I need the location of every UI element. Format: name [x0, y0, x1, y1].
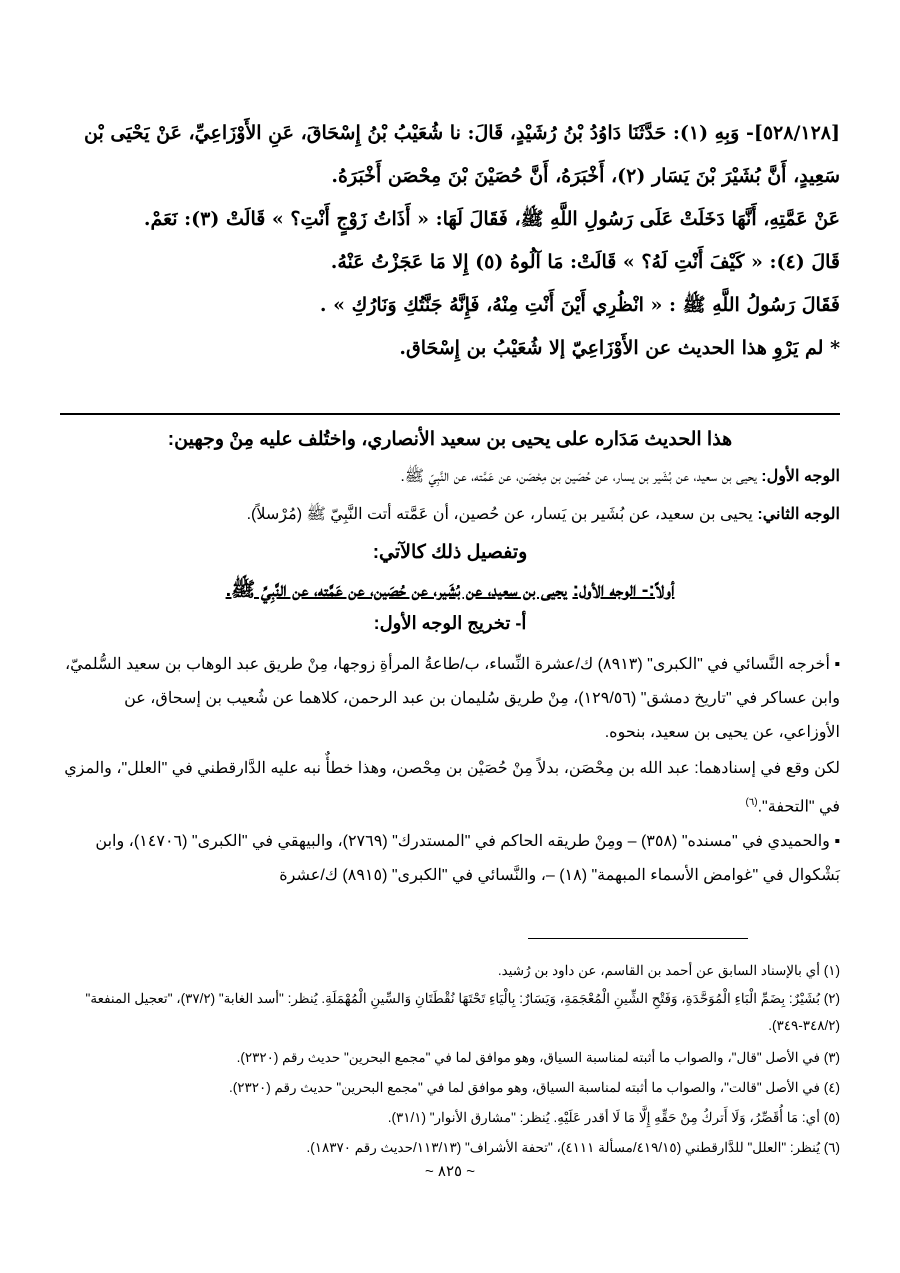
second-way-label: الوجه الثاني: [757, 506, 840, 523]
footnote-4: (٤) في الأصل "قالت"، والصواب ما أثبته لمناسبة السياق، وهو موافق لما في "مجمع البحرين" حديث رقم (٢٣٢٠). [229, 1080, 840, 1095]
footnote-6: (٦) يُنظر: "العلل" للدَّارقطني (٤١٩/١٥/مسألة ٤١١١)، "تحفة الأشراف" (١١٣/١٣/حديث رقم ١٨٣٧٠). [306, 1140, 840, 1155]
footnote-1: (١) أي بالإسناد السابق عن أحمد بن القاسم، عن داود بن رُشيد. [497, 963, 840, 978]
hadith-line-6: * لم يَرْوِ هذا الحديث عن الأَوْزَاعِيّ إلا شُعَيْبُ بن إِسْحَاق. [399, 337, 840, 359]
first-way-heading-text: يحيى بن سعيد، عن بُشَير، عن حُصَين، عن عَمَّته، عن النَّبِيِّ ﷺ. [225, 579, 567, 601]
footnote-separator [528, 938, 748, 939]
section-divider [60, 413, 840, 415]
first-way-label: الوجه الأول: [761, 468, 840, 485]
first-way-line [60, 466, 840, 489]
hadith-line-2: سَعِيدٍ، أَنَّ بُشَيْرَ بْنَ يَسَار (٢)، أَخْبَرَهُ، أَنَّ حُصَيْنَ بْنَ مِحْصَن أَخْبَرَهُ. [331, 165, 840, 187]
first-way-heading-label: أولاً:- الوجه الأول: [572, 579, 675, 601]
first-way-heading [60, 577, 840, 606]
detail-heading: وتفصيل ذلك كالآتي: [372, 542, 528, 563]
second-way-text: يحيى بن سعيد، عن بُشَير بن يَسار، عن حُصين، أن عَمَّته أتت النَّبِيّ ﷺ (مُرْسلاً). [246, 506, 753, 523]
hadith-line-3: عَنْ عَمَّتِهِ، أَنَّهَا دَخَلَتْ عَلَى رَسُولِ اللَّهِ ﷺ، فَقَالَ لَهَا: « أَذَاتُ زَوْجٍ أَنْتِ؟ » قَالَتْ (٣): نَعَمْ. [143, 208, 840, 230]
paragraph-2-text: لكن وقع في إسنادهما: عبد الله بن مِحْصَن، بدلاً مِنْ حُصَيْن بن مِحْصن، وهذا خطأٌ نبه عليه الدَّارقطني في "العلل"، والمزي في "التحفة". [64, 760, 840, 816]
page-number: ~ ٨٢٥ ~ [424, 1163, 476, 1180]
footnote-5: (٥) أي: مَا أُقَصِّرُ، وَلَا أَتركُ مِنْ حَقِّهِ إِلَّا مَا لَا أقدر عَلَيْهِ. يُنظر: "مشارق الأنوار" (٣١/١). [387, 1110, 840, 1125]
hadith-text [60, 112, 840, 370]
hadith-line-4: قَالَ (٤): « كَيْفَ أَنْتِ لَهُ؟ » قَالَتْ: مَا آلُوهُ (٥) إِلا مَا عَجَزْتُ عَنْهُ. [330, 251, 840, 273]
second-way-line [60, 504, 840, 527]
takhrij-heading: أ- تخريج الوجه الأول: [373, 613, 527, 633]
paragraph-2 [60, 752, 840, 824]
footnote-3: (٣) في الأصل "قال"، والصواب ما أثبته لمناسبة السياق، وهو موافق لما في "مجمع البحرين" حديث رقم (٢٣٢٠). [236, 1050, 840, 1065]
footnote-ref-6: (٦) [745, 797, 758, 808]
footnote-2: (٢) بُشَيْرٌ: بِضَمِّ الْبَاءِ الْمُوَحَّدَةِ، وَفَتْحِ الشِّينِ الْمُعْجَمَةِ، وَيَسَارٌ: بِالْيَاءِ تَحْتَهَا نُقْطَتَانِ وَالسِّينِ الْمُهْمَلَةِ. يُنظر: "أسد الغابة" (٣٧/٢)، "تعجيل المنفعة" (٣٤٨/٢-٣٤٩). [85, 991, 840, 1033]
first-way-text: يحيى بن سعيد، عن بُشَير بن يسار، عن حُصَين بن مِحْصَن، عن عَمَّته، عن النَّبِيّ ﷺ. [400, 468, 757, 485]
hadith-line-5: فَقَالَ رَسُولُ اللَّهِ ﷺ : « انْظُرِي أَيْنَ أَنْتِ مِنْهُ، فَإِنَّهُ جَنَّتُكِ وَنَارُكِ » . [319, 294, 840, 316]
paragraph-1: ▪ أخرجه النَّسائي في "الكبرى" (٨٩١٣) ك/عشرة النِّساء، ب/طاعةُ المرأةِ زوجها، مِنْ طريق عبد الوهاب بن سعيد السُّلميّ، وابن عساكر في "تاريخ دمشق" (١٢٩/٥٦)، مِنْ طريق سُليمان بن عبد الرحمن، كلاهما عن شُعيب بن إسحاق، عن الأوزاعي، عن يحيى بن سعيد، بنحوه. [64, 656, 840, 741]
analysis-title: هذا الحديث مَدَاره على يحيى بن سعيد الأنصاري، واختُلف عليه مِنْ وجهين: [167, 429, 733, 450]
paragraph-3: ▪ والحميدي في "مسنده" (٣٥٨) – ومِنْ طريقه الحاكم في "المستدرك" (٢٧٦٩)، والبيهقي في "الكبرى" (١٤٧٠٦)، وابن بَشْكوال في "غوامض الأسماء المبهمة" (١٨) –، والنَّسائي في "الكبرى" (٨٩١٥) ك/عشرة [95, 833, 840, 884]
hadith-line-1: [٥٢٨/١٢٨]- وَبِهِ (١): حَدَّثَنَا دَاوُدُ بْنُ رُشَيْدٍ، قَالَ: نا شُعَيْبُ بْنُ إِسْحَاقَ، عَنِ الأَوْزَاعِيِّ، عَنْ يَحْيَى بْن [84, 122, 840, 144]
